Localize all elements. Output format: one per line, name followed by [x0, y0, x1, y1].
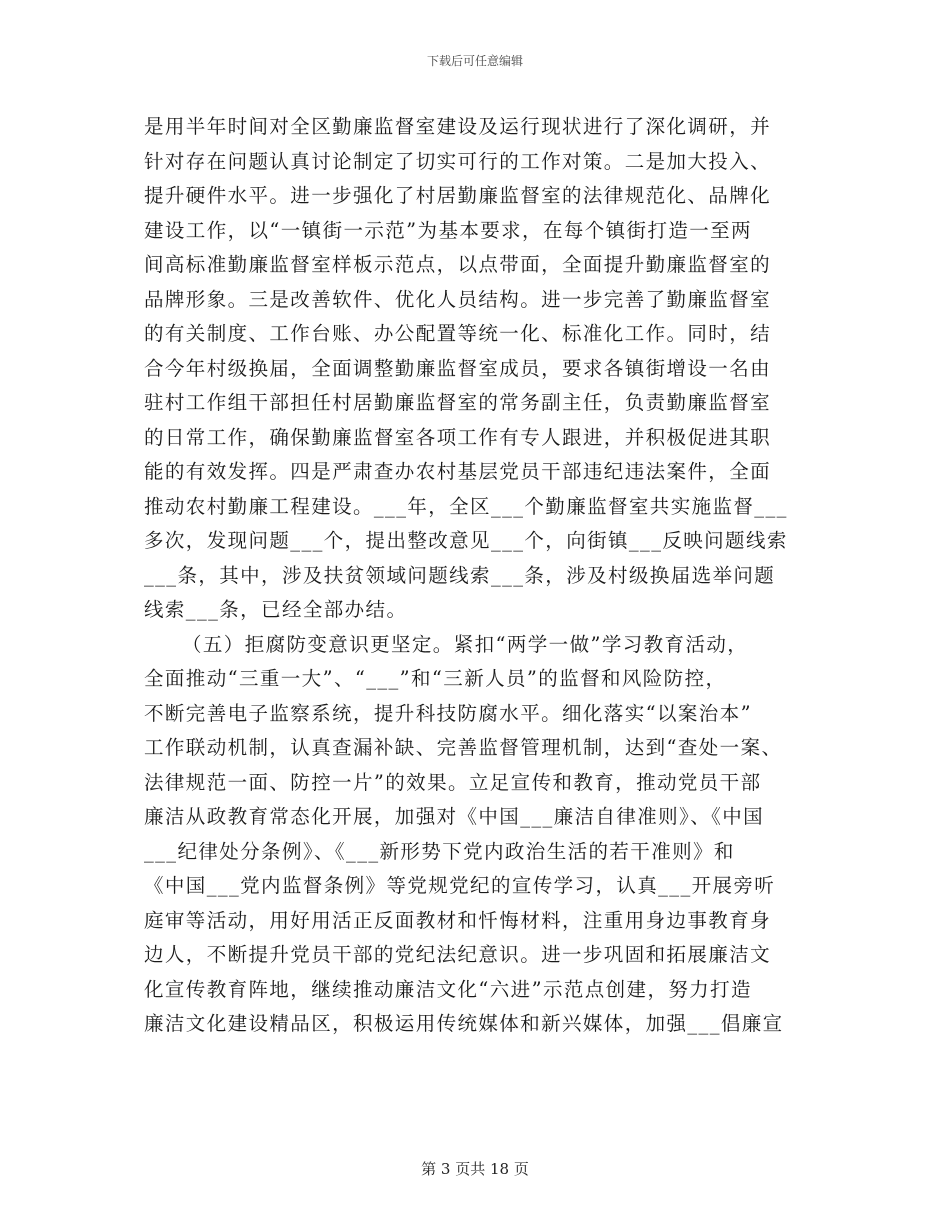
body-line-25: 边人，不断提升党员干部的党纪法纪意识。进一步巩固和拓展廉洁文	[144, 943, 772, 966]
body-line-2: 针对存在问题认真讨论制定了切实可行的工作对策。二是加大投入、	[144, 149, 772, 173]
body-line-5: 间高标准勤廉监督室样板示范点，以点带面，全面提升勤廉监督室的	[144, 253, 772, 276]
body-line-11: 能的有效发挥。四是严肃查办农村基层党员干部违纪违法案件，全面	[144, 460, 772, 483]
body-line-15: 线索___条，已经全部办结。	[144, 598, 408, 621]
body-line-21: 廉洁从政教育常态化开展，加强对《中国___廉洁自律准则》、《中国	[144, 805, 765, 828]
body-line-22: ___纪律处分条例》、《___新形势下党内政治生活的若干准则》和	[144, 839, 735, 863]
body-line-3: 提升硬件水平。进一步强化了村居勤廉监督室的法律规范化、品牌化	[144, 184, 772, 207]
body-line-7: 的有关制度、工作台账、办公配置等统一化、标准化工作。同时，结	[144, 322, 772, 345]
body-line-14: ___条，其中，涉及扶贫领域问题线索___条，涉及村级换届选举问题	[144, 563, 776, 587]
body-line-10: 的日常工作，确保勤廉监督室各项工作有专人跟进，并积极促进其职	[144, 425, 772, 449]
section-five-heading-line: （五）拒腐防变意识更坚定。紧扣“两学一做”学习教育活动，	[182, 632, 749, 656]
body-line-26: 化宣传教育阵地，继续推动廉洁文化“六进”示范点创建，努力打造	[144, 977, 752, 1001]
body-line-12: 推动农村勤廉工程建设。___年，全区___个勤廉监督室共实施监督___	[144, 494, 788, 518]
body-line-13: 多次，发现问题___个，提出整改意见___个，向街镇___反映问题线索	[144, 529, 788, 552]
page-number: 第 3 页共 18 页	[421, 1160, 529, 1178]
body-line-18: 不断完善电子监察系统，提升科技防腐水平。细化落实“以案治本”	[144, 701, 752, 725]
document-body	[144, 110, 804, 1042]
body-line-23: 《中国___党内监督条例》等党规党纪的宣传学习，认真___开展旁听	[144, 874, 776, 897]
body-line-19: 工作联动机制，认真查漏补缺、完善监督管理机制，达到“查处一案、	[144, 736, 783, 759]
body-line-9: 驻村工作组干部担任村居勤廉监督室的常务副主任，负责勤廉监督室	[144, 391, 772, 414]
body-line-4: 建设工作，以“一镇街一示范”为基本要求，在每个镇街打造一至两	[144, 218, 752, 242]
body-line-8: 合今年村级换届，全面调整勤廉监督室成员，要求各镇街增设一名由	[144, 356, 772, 380]
body-line-27: 廉洁文化建设精品区，积极运用传统媒体和新兴媒体，加强___倡廉宣	[144, 1012, 784, 1035]
body-line-20: 法律规范一面、防控一片”的效果。立足宣传和教育，推动党员干部	[144, 770, 762, 794]
body-line-24: 庭审等活动，用好用活正反面教材和忏悔材料，注重用身边事教育身	[144, 908, 772, 932]
page-header-note: 下载后可任意编辑	[426, 54, 523, 68]
body-line-1: 是用半年时间对全区勤廉监督室建设及运行现状进行了深化调研，并	[144, 115, 772, 138]
body-line-17: 全面推动“三重一大”、“___”和“三新人员”的监督和风险防控，	[144, 667, 727, 690]
body-line-6: 品牌形象。三是改善软件、优化人员结构。进一步完善了勤廉监督室	[144, 287, 772, 311]
